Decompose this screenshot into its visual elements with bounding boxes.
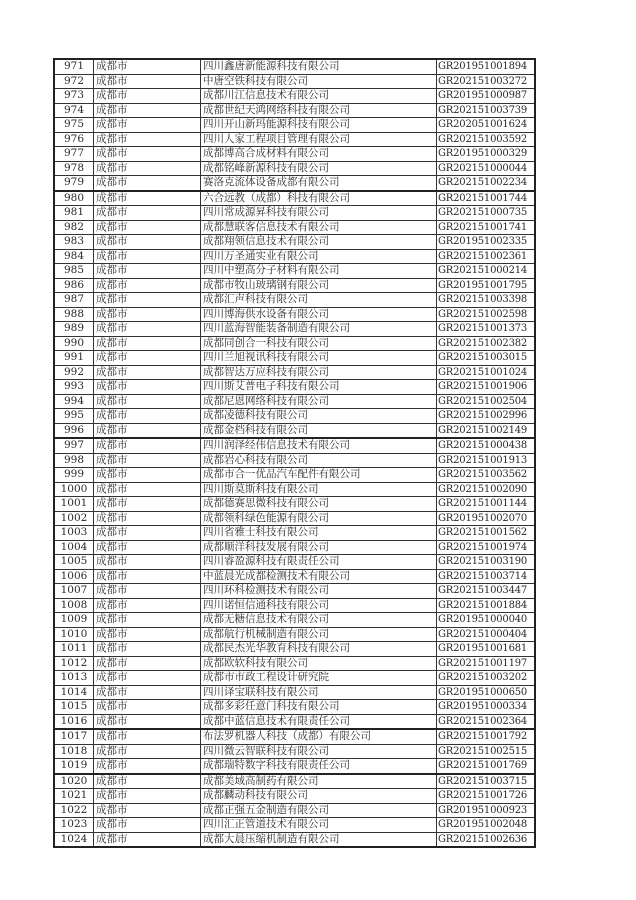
certificate-code-cell: GR201951000334 bbox=[437, 700, 536, 715]
row-number-cell: 1008 bbox=[54, 598, 94, 613]
company-name-cell: 布法罗机器人科技（成都）有限公司 bbox=[201, 729, 437, 744]
city-cell: 成都市 bbox=[94, 235, 201, 250]
row-number-cell: 974 bbox=[54, 103, 94, 118]
certificate-code-cell: GR202151001913 bbox=[437, 453, 536, 468]
certificate-code-cell: GR202151000735 bbox=[437, 206, 536, 221]
city-cell: 成都市 bbox=[94, 264, 201, 279]
city-cell: 成都市 bbox=[94, 322, 201, 337]
row-number-cell: 995 bbox=[54, 409, 94, 424]
company-name-cell: 成都民杰光华教育科技有限公司 bbox=[201, 642, 437, 657]
certificate-code-cell: GR202151002090 bbox=[437, 482, 536, 497]
company-name-cell: 成都德赛思微科技有限公司 bbox=[201, 497, 437, 512]
row-number-cell: 1004 bbox=[54, 540, 94, 555]
city-cell: 成都市 bbox=[94, 482, 201, 497]
table-row bbox=[54, 147, 535, 162]
row-number-cell: 1006 bbox=[54, 569, 94, 584]
certificate-code-cell: GR201951000650 bbox=[437, 685, 536, 700]
certificate-code-cell: GR202151002504 bbox=[437, 394, 536, 409]
row-number-cell: 997 bbox=[54, 438, 94, 453]
row-number-cell: 1007 bbox=[54, 584, 94, 599]
table-row bbox=[54, 729, 535, 744]
row-number-cell: 1013 bbox=[54, 671, 94, 686]
table-row bbox=[54, 264, 535, 279]
row-number-cell: 1022 bbox=[54, 803, 94, 818]
company-name-cell: 赛洛克流体设备成都有限公司 bbox=[201, 176, 437, 191]
certificate-code-cell: GR202151001792 bbox=[437, 729, 536, 744]
table-body bbox=[54, 59, 535, 847]
company-name-cell: 成都川江信息技术有限公司 bbox=[201, 89, 437, 104]
city-cell: 成都市 bbox=[94, 336, 201, 351]
company-name-cell: 成都美域高制药有限公司 bbox=[201, 774, 437, 789]
row-number-cell: 1020 bbox=[54, 774, 94, 789]
company-name-cell: 四川睿盈源科技有限责任公司 bbox=[201, 555, 437, 570]
row-number-cell: 1018 bbox=[54, 744, 94, 759]
city-cell: 成都市 bbox=[94, 438, 201, 453]
certificate-code-cell: GR201951001795 bbox=[437, 278, 536, 293]
certificate-code-cell: GR202151003272 bbox=[437, 74, 536, 89]
row-number-cell: 990 bbox=[54, 336, 94, 351]
row-number-cell: 971 bbox=[54, 59, 94, 74]
city-cell: 成都市 bbox=[94, 278, 201, 293]
city-cell: 成都市 bbox=[94, 744, 201, 759]
certificate-code-cell: GR202151002361 bbox=[437, 249, 536, 264]
city-cell: 成都市 bbox=[94, 293, 201, 308]
certificate-code-cell: GR201951000987 bbox=[437, 89, 536, 104]
city-cell: 成都市 bbox=[94, 540, 201, 555]
certificate-code-cell: GR202151000214 bbox=[437, 264, 536, 279]
certificate-code-cell: GR201951001681 bbox=[437, 642, 536, 657]
certificate-code-cell: GR202151000404 bbox=[437, 627, 536, 642]
table-row bbox=[54, 59, 535, 74]
table-row bbox=[54, 191, 535, 206]
table-row bbox=[54, 278, 535, 293]
certificate-code-cell: GR201951000040 bbox=[437, 613, 536, 628]
row-number-cell: 1021 bbox=[54, 789, 94, 804]
row-number-cell: 1012 bbox=[54, 656, 94, 671]
company-name-cell: 四川环科检测技术有限公司 bbox=[201, 584, 437, 599]
table-row bbox=[54, 307, 535, 322]
table-row bbox=[54, 584, 535, 599]
row-number-cell: 1002 bbox=[54, 511, 94, 526]
city-cell: 成都市 bbox=[94, 789, 201, 804]
city-cell: 成都市 bbox=[94, 176, 201, 191]
city-cell: 成都市 bbox=[94, 569, 201, 584]
company-name-cell: 成都铭峰新源科技有限公司 bbox=[201, 161, 437, 176]
company-name-cell: 成都麟动科技有限公司 bbox=[201, 789, 437, 804]
company-name-cell: 成都尼恩网络科技有限公司 bbox=[201, 394, 437, 409]
city-cell: 成都市 bbox=[94, 627, 201, 642]
certificate-code-cell: GR202151001906 bbox=[437, 380, 536, 395]
city-cell: 成都市 bbox=[94, 497, 201, 512]
table-row bbox=[54, 235, 535, 250]
city-cell: 成都市 bbox=[94, 714, 201, 729]
table-row bbox=[54, 774, 535, 789]
table-row bbox=[54, 671, 535, 686]
certificate-code-cell: GR201951001894 bbox=[437, 59, 536, 74]
city-cell: 成都市 bbox=[94, 453, 201, 468]
row-number-cell: 991 bbox=[54, 351, 94, 366]
table-row bbox=[54, 685, 535, 700]
company-name-cell: 四川汇正管道技术有限公司 bbox=[201, 818, 437, 833]
certificate-code-cell: GR202151002149 bbox=[437, 423, 536, 438]
table-row bbox=[54, 249, 535, 264]
row-number-cell: 1005 bbox=[54, 555, 94, 570]
company-name-cell: 四川常成源昇科技有限公司 bbox=[201, 206, 437, 221]
city-cell: 成都市 bbox=[94, 220, 201, 235]
row-number-cell: 982 bbox=[54, 220, 94, 235]
company-name-cell: 四川兰旭视讯科技有限公司 bbox=[201, 351, 437, 366]
city-cell: 成都市 bbox=[94, 555, 201, 570]
company-name-cell: 成都顺洋科技发展有限公司 bbox=[201, 540, 437, 555]
certificate-code-cell: GR202151001726 bbox=[437, 789, 536, 804]
row-number-cell: 973 bbox=[54, 89, 94, 104]
table-row bbox=[54, 627, 535, 642]
table-row bbox=[54, 526, 535, 541]
certificate-code-cell: GR202151001373 bbox=[437, 322, 536, 337]
company-name-cell: 成都大晨压缩机制造有限公司 bbox=[201, 832, 437, 847]
table-row bbox=[54, 497, 535, 512]
table-row bbox=[54, 642, 535, 657]
company-name-cell: 成都凌德科技有限公司 bbox=[201, 409, 437, 424]
company-name-cell: 成都市牧山玻璃钢有限公司 bbox=[201, 278, 437, 293]
city-cell: 成都市 bbox=[94, 307, 201, 322]
table-row bbox=[54, 555, 535, 570]
row-number-cell: 985 bbox=[54, 264, 94, 279]
certificate-code-cell: GR202151003562 bbox=[437, 468, 536, 483]
city-cell: 成都市 bbox=[94, 380, 201, 395]
company-name-cell: 成都欧软科技有限公司 bbox=[201, 656, 437, 671]
table-row bbox=[54, 322, 535, 337]
city-cell: 成都市 bbox=[94, 685, 201, 700]
city-cell: 成都市 bbox=[94, 729, 201, 744]
city-cell: 成都市 bbox=[94, 774, 201, 789]
city-cell: 成都市 bbox=[94, 206, 201, 221]
city-cell: 成都市 bbox=[94, 365, 201, 380]
table-row bbox=[54, 89, 535, 104]
table-row bbox=[54, 293, 535, 308]
company-name-cell: 成都智达万应科技有限公司 bbox=[201, 365, 437, 380]
company-name-cell: 成都汇声科技有限公司 bbox=[201, 293, 437, 308]
company-name-cell: 四川译宝联科技有限公司 bbox=[201, 685, 437, 700]
row-number-cell: 975 bbox=[54, 118, 94, 133]
city-cell: 成都市 bbox=[94, 818, 201, 833]
row-number-cell: 1017 bbox=[54, 729, 94, 744]
company-name-cell: 成都瑞特数字科技有限责任公司 bbox=[201, 759, 437, 774]
company-name-cell: 四川润泽经伟信息技术有限公司 bbox=[201, 438, 437, 453]
company-name-cell: 四川斯莫斯科技有限公司 bbox=[201, 482, 437, 497]
city-cell: 成都市 bbox=[94, 803, 201, 818]
table-row bbox=[54, 220, 535, 235]
table-row bbox=[54, 103, 535, 118]
city-cell: 成都市 bbox=[94, 89, 201, 104]
certificate-code-cell: GR202151002382 bbox=[437, 336, 536, 351]
city-cell: 成都市 bbox=[94, 613, 201, 628]
row-number-cell: 984 bbox=[54, 249, 94, 264]
row-number-cell: 996 bbox=[54, 423, 94, 438]
table-row bbox=[54, 74, 535, 89]
city-cell: 成都市 bbox=[94, 118, 201, 133]
company-name-cell: 成都市合一优品汽车配件有限公司 bbox=[201, 468, 437, 483]
table-row bbox=[54, 118, 535, 133]
city-cell: 成都市 bbox=[94, 161, 201, 176]
table-row bbox=[54, 351, 535, 366]
company-name-cell: 四川微云智联科技有限公司 bbox=[201, 744, 437, 759]
company-name-cell: 四川博海供水设备有限公司 bbox=[201, 307, 437, 322]
certificate-code-cell: GR202151002636 bbox=[437, 832, 536, 847]
table-row bbox=[54, 468, 535, 483]
certificate-code-cell: GR202151001562 bbox=[437, 526, 536, 541]
row-number-cell: 972 bbox=[54, 74, 94, 89]
city-cell: 成都市 bbox=[94, 394, 201, 409]
table-row bbox=[54, 569, 535, 584]
company-name-cell: 成都慧联客信息技术有限公司 bbox=[201, 220, 437, 235]
company-name-cell: 成都世纪天鸿网络科技有限公司 bbox=[201, 103, 437, 118]
table-row bbox=[54, 394, 535, 409]
certificate-code-cell: GR202151000438 bbox=[437, 438, 536, 453]
row-number-cell: 976 bbox=[54, 132, 94, 147]
company-name-cell: 成都领科绿色能源有限公司 bbox=[201, 511, 437, 526]
table-row bbox=[54, 714, 535, 729]
certificate-code-cell: GR202151001741 bbox=[437, 220, 536, 235]
certificate-code-cell: GR202151003190 bbox=[437, 555, 536, 570]
row-number-cell: 978 bbox=[54, 161, 94, 176]
certificate-code-cell: GR202151003398 bbox=[437, 293, 536, 308]
table-row bbox=[54, 759, 535, 774]
city-cell: 成都市 bbox=[94, 147, 201, 162]
table-row bbox=[54, 423, 535, 438]
certificate-code-cell: GR201951002335 bbox=[437, 235, 536, 250]
row-number-cell: 987 bbox=[54, 293, 94, 308]
row-number-cell: 981 bbox=[54, 206, 94, 221]
city-cell: 成都市 bbox=[94, 671, 201, 686]
company-name-cell: 四川斯艾普电子科技有限公司 bbox=[201, 380, 437, 395]
city-cell: 成都市 bbox=[94, 656, 201, 671]
row-number-cell: 983 bbox=[54, 235, 94, 250]
table-row bbox=[54, 540, 535, 555]
row-number-cell: 979 bbox=[54, 176, 94, 191]
table-row bbox=[54, 132, 535, 147]
certificate-code-cell: GR202151003447 bbox=[437, 584, 536, 599]
table-row bbox=[54, 832, 535, 847]
certificate-code-cell: GR202151002598 bbox=[437, 307, 536, 322]
table-row bbox=[54, 511, 535, 526]
certificate-code-cell: GR202151002234 bbox=[437, 176, 536, 191]
company-name-cell: 中唐空铁科技有限公司 bbox=[201, 74, 437, 89]
company-name-cell: 四川省雅士科技有限公司 bbox=[201, 526, 437, 541]
row-number-cell: 1014 bbox=[54, 685, 94, 700]
company-name-cell: 四川万圣通实业有限公司 bbox=[201, 249, 437, 264]
row-number-cell: 1024 bbox=[54, 832, 94, 847]
table-row bbox=[54, 409, 535, 424]
row-number-cell: 986 bbox=[54, 278, 94, 293]
certificate-code-cell: GR202151003714 bbox=[437, 569, 536, 584]
city-cell: 成都市 bbox=[94, 832, 201, 847]
certificate-code-cell: GR202151001744 bbox=[437, 191, 536, 206]
city-cell: 成都市 bbox=[94, 249, 201, 264]
table-row bbox=[54, 818, 535, 833]
table-row bbox=[54, 365, 535, 380]
city-cell: 成都市 bbox=[94, 511, 201, 526]
row-number-cell: 994 bbox=[54, 394, 94, 409]
table-row bbox=[54, 453, 535, 468]
certificate-code-cell: GR202051001624 bbox=[437, 118, 536, 133]
city-cell: 成都市 bbox=[94, 191, 201, 206]
city-cell: 成都市 bbox=[94, 642, 201, 657]
company-name-cell: 四川诺恒信通科技有限公司 bbox=[201, 598, 437, 613]
certificate-code-cell: GR202151001974 bbox=[437, 540, 536, 555]
row-number-cell: 992 bbox=[54, 365, 94, 380]
row-number-cell: 1019 bbox=[54, 759, 94, 774]
company-name-cell: 成都同创合一科技有限公司 bbox=[201, 336, 437, 351]
city-cell: 成都市 bbox=[94, 598, 201, 613]
company-name-cell: 成都多彩任意门科技有限公司 bbox=[201, 700, 437, 715]
table-row bbox=[54, 176, 535, 191]
city-cell: 成都市 bbox=[94, 700, 201, 715]
table-row bbox=[54, 482, 535, 497]
city-cell: 成都市 bbox=[94, 59, 201, 74]
company-name-cell: 成都博高合成材料有限公司 bbox=[201, 147, 437, 162]
table-row bbox=[54, 744, 535, 759]
document-table-container bbox=[53, 58, 534, 848]
certificate-code-cell: GR202151000044 bbox=[437, 161, 536, 176]
certificate-code-cell: GR202151003202 bbox=[437, 671, 536, 686]
company-name-cell: 四川蓝海智能装备制造有限公司 bbox=[201, 322, 437, 337]
certificate-code-cell: GR202151002515 bbox=[437, 744, 536, 759]
row-number-cell: 998 bbox=[54, 453, 94, 468]
table-row bbox=[54, 789, 535, 804]
certificate-code-cell: GR202151001197 bbox=[437, 656, 536, 671]
city-cell: 成都市 bbox=[94, 423, 201, 438]
row-number-cell: 1016 bbox=[54, 714, 94, 729]
table-row bbox=[54, 803, 535, 818]
company-name-cell: 四川中塑高分子材料有限公司 bbox=[201, 264, 437, 279]
row-number-cell: 977 bbox=[54, 147, 94, 162]
table-row bbox=[54, 700, 535, 715]
row-number-cell: 1015 bbox=[54, 700, 94, 715]
row-number-cell: 993 bbox=[54, 380, 94, 395]
row-number-cell: 1009 bbox=[54, 613, 94, 628]
row-number-cell: 1001 bbox=[54, 497, 94, 512]
company-name-cell: 四川开山新玛能源科技有限公司 bbox=[201, 118, 437, 133]
certificate-code-cell: GR202151001769 bbox=[437, 759, 536, 774]
row-number-cell: 999 bbox=[54, 468, 94, 483]
certificate-code-cell: GR202151001144 bbox=[437, 497, 536, 512]
table-row bbox=[54, 380, 535, 395]
table-row bbox=[54, 161, 535, 176]
certificate-code-cell: GR202151003592 bbox=[437, 132, 536, 147]
certificate-code-cell: GR202151001024 bbox=[437, 365, 536, 380]
company-name-cell: 成都金档科技有限公司 bbox=[201, 423, 437, 438]
table-row bbox=[54, 206, 535, 221]
company-name-cell: 成都无糖信息技术有限公司 bbox=[201, 613, 437, 628]
city-cell: 成都市 bbox=[94, 351, 201, 366]
table-row bbox=[54, 336, 535, 351]
city-cell: 成都市 bbox=[94, 526, 201, 541]
city-cell: 成都市 bbox=[94, 74, 201, 89]
row-number-cell: 1023 bbox=[54, 818, 94, 833]
table-row bbox=[54, 438, 535, 453]
row-number-cell: 980 bbox=[54, 191, 94, 206]
certificate-code-cell: GR201951000329 bbox=[437, 147, 536, 162]
certificate-code-cell: GR201951002070 bbox=[437, 511, 536, 526]
row-number-cell: 1003 bbox=[54, 526, 94, 541]
certificate-code-cell: GR202151003739 bbox=[437, 103, 536, 118]
certificate-code-cell: GR202151002364 bbox=[437, 714, 536, 729]
city-cell: 成都市 bbox=[94, 409, 201, 424]
company-name-cell: 六合远教（成都）科技有限公司 bbox=[201, 191, 437, 206]
company-name-cell: 成都航行机械制造有限公司 bbox=[201, 627, 437, 642]
certificate-code-cell: GR202151003715 bbox=[437, 774, 536, 789]
row-number-cell: 1010 bbox=[54, 627, 94, 642]
company-name-cell: 成都岩心科技有限公司 bbox=[201, 453, 437, 468]
certificate-code-cell: GR202151001884 bbox=[437, 598, 536, 613]
certificate-code-cell: GR202151002996 bbox=[437, 409, 536, 424]
row-number-cell: 1000 bbox=[54, 482, 94, 497]
company-name-cell: 四川鑫唐新能源科技有限公司 bbox=[201, 59, 437, 74]
city-cell: 成都市 bbox=[94, 468, 201, 483]
table-row bbox=[54, 656, 535, 671]
city-cell: 成都市 bbox=[94, 103, 201, 118]
table-row bbox=[54, 598, 535, 613]
company-name-cell: 成都正强五金制造有限公司 bbox=[201, 803, 437, 818]
row-number-cell: 988 bbox=[54, 307, 94, 322]
certificate-code-cell: GR202151003015 bbox=[437, 351, 536, 366]
certificate-code-cell: GR201951000923 bbox=[437, 803, 536, 818]
certificate-code-cell: GR201951002048 bbox=[437, 818, 536, 833]
city-cell: 成都市 bbox=[94, 584, 201, 599]
enterprise-table bbox=[53, 58, 536, 848]
company-name-cell: 成都中蓝信息技术有限责任公司 bbox=[201, 714, 437, 729]
city-cell: 成都市 bbox=[94, 132, 201, 147]
company-name-cell: 中蓝晨光成都检测技术有限公司 bbox=[201, 569, 437, 584]
row-number-cell: 989 bbox=[54, 322, 94, 337]
city-cell: 成都市 bbox=[94, 759, 201, 774]
company-name-cell: 成都翔领信息技术有限公司 bbox=[201, 235, 437, 250]
row-number-cell: 1011 bbox=[54, 642, 94, 657]
company-name-cell: 成都市市政工程设计研究院 bbox=[201, 671, 437, 686]
company-name-cell: 四川人家工程项目管理有限公司 bbox=[201, 132, 437, 147]
table-row bbox=[54, 613, 535, 628]
